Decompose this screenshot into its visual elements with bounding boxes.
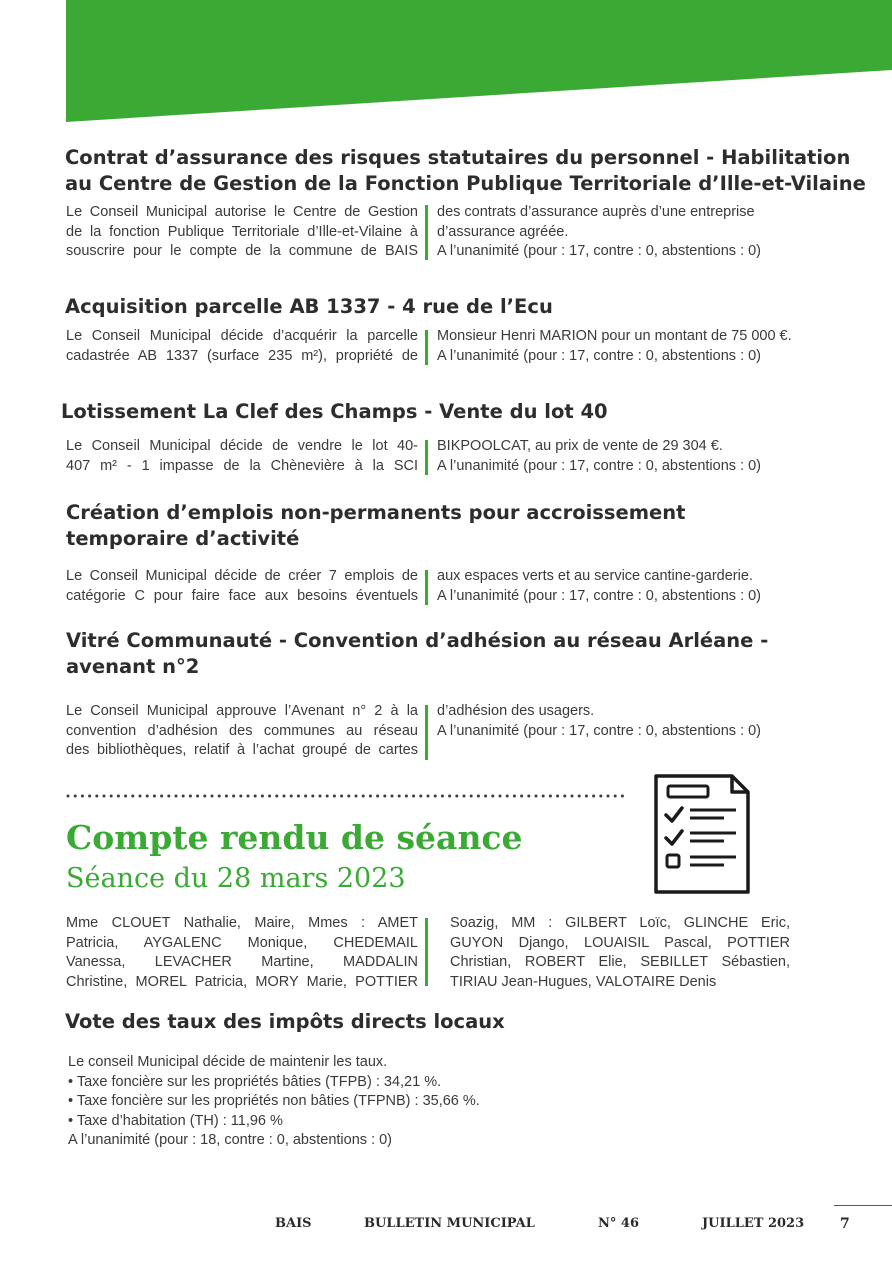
section-text-right: BIKPOOLCAT, au prix de vente de 29 304 €. A l’unanimité (pour : 17, contre : 0, abstentions : 0) xyxy=(437,438,762,474)
section-title: Contrat d’assurance des risques statutaires du personnel - Habilitation au Centre de Gestion de la Fonction Publique Territoriale d’Ille-et-Vilaine xyxy=(65,146,866,195)
section-text-left: Le Conseil Municipal autorise le Centre de Gestion de la fonction Publique Territoriale d’Ille-et-Vilaine à souscrire pour le compte de la commune de BAIS xyxy=(66,204,418,259)
section-text-right: aux espaces verts et au service cantine-garderie. A l’unanimité (pour : 17, contre : 0, abstentions : 0) xyxy=(437,568,762,604)
section-text-right: Monsieur Henri MARION pour un montant de 75 000 €. A l’unanimité (pour : 17, contre : 0, abstentions : 0) xyxy=(437,328,792,364)
section-title: Création d’emplois non-permanents pour accroissement temporaire d’activité xyxy=(66,501,686,550)
column-divider xyxy=(425,440,428,475)
column-divider xyxy=(425,570,428,605)
section-text-left: Le Conseil Municipal approuve l’Avenant n° 2 à la convention d’adhésion des communes au réseau des bibliothèques, relatif à l’achat groupé de cartes xyxy=(66,703,418,758)
vote-title: Vote des taux des impôts directs locaux xyxy=(65,1010,505,1033)
section-title: Acquisition parcelle AB 1337 - 4 rue de l’Ecu xyxy=(65,295,553,318)
attendees-right: Soazig, MM : GILBERT Loïc, GLINCHE Eric, GUYON Django, LOUAISIL Pascal, POTTIER Christian, ROBERT Elie, SEBILLET Sébastien, TIRIAU Jean-Hugues, VALOTAIRE Denis xyxy=(450,915,790,990)
column-divider xyxy=(425,705,428,760)
section-text-left: Le Conseil Municipal décide de créer 7 emplois de catégorie C pour faire face aux besoins éventuels xyxy=(66,568,418,604)
seance-title: Compte rendu de séance xyxy=(66,818,523,857)
section-text-left: Le Conseil Municipal décide d’acquérir la parcelle cadastrée AB 1337 (surface 235 m²), propriété de xyxy=(66,328,418,364)
section-text-right: d’adhésion des usagers. A l’unanimité (pour : 17, contre : 0, abstentions : 0) xyxy=(437,703,762,739)
footer-commune: BAIS xyxy=(275,1216,312,1231)
section-text-left: Le Conseil Municipal décide de vendre le lot 40- 407 m² - 1 impasse de la Chènevière à la SCI xyxy=(66,438,418,474)
footer-issue: N° 46 xyxy=(598,1216,639,1231)
green-header-banner xyxy=(0,0,892,125)
footer-publication: BULLETIN MUNICIPAL xyxy=(364,1216,535,1231)
column-divider xyxy=(425,330,428,365)
section-title: Lotissement La Clef des Champs - Vente du lot 40 xyxy=(61,400,608,423)
section-text-right: des contrats d’assurance auprès d’une entreprise d’assurance agréée. A l’unanimité (pour : 17, contre : 0, abstentions : 0) xyxy=(437,204,762,259)
attendees-left: Mme CLOUET Nathalie, Maire, Mmes : AMET Patricia, AYGALENC Monique, CHEDEMAIL Vanessa, LEVACHER Martine, MADDALIN Christine, MOREL Patricia, MORY Marie, POTTIER xyxy=(66,915,418,990)
column-divider xyxy=(425,205,428,260)
footer-date: JUILLET 2023 xyxy=(702,1216,805,1231)
section-title: Vitré Communauté - Convention d’adhésion au réseau Arléane - avenant n°2 xyxy=(66,629,769,678)
seance-subtitle: Séance du 28 mars 2023 xyxy=(66,863,406,894)
column-divider xyxy=(425,918,428,986)
page-number: 7 xyxy=(840,1216,850,1232)
dotted-separator xyxy=(66,793,631,799)
footer-rule xyxy=(834,1205,892,1206)
checklist-document-icon xyxy=(652,772,752,896)
vote-body: Le conseil Municipal décide de maintenir les taux. • Taxe foncière sur les propriétés bâties (TFPB) : 34,21 %. • Taxe foncière sur les propriétés non bâties (TFPNB) : 35,66 %. • Taxe d’habitation (TH) : 11,96 % A l’unanimité (pour : 18, contre : 0, abstentions : 0) xyxy=(68,1054,480,1149)
